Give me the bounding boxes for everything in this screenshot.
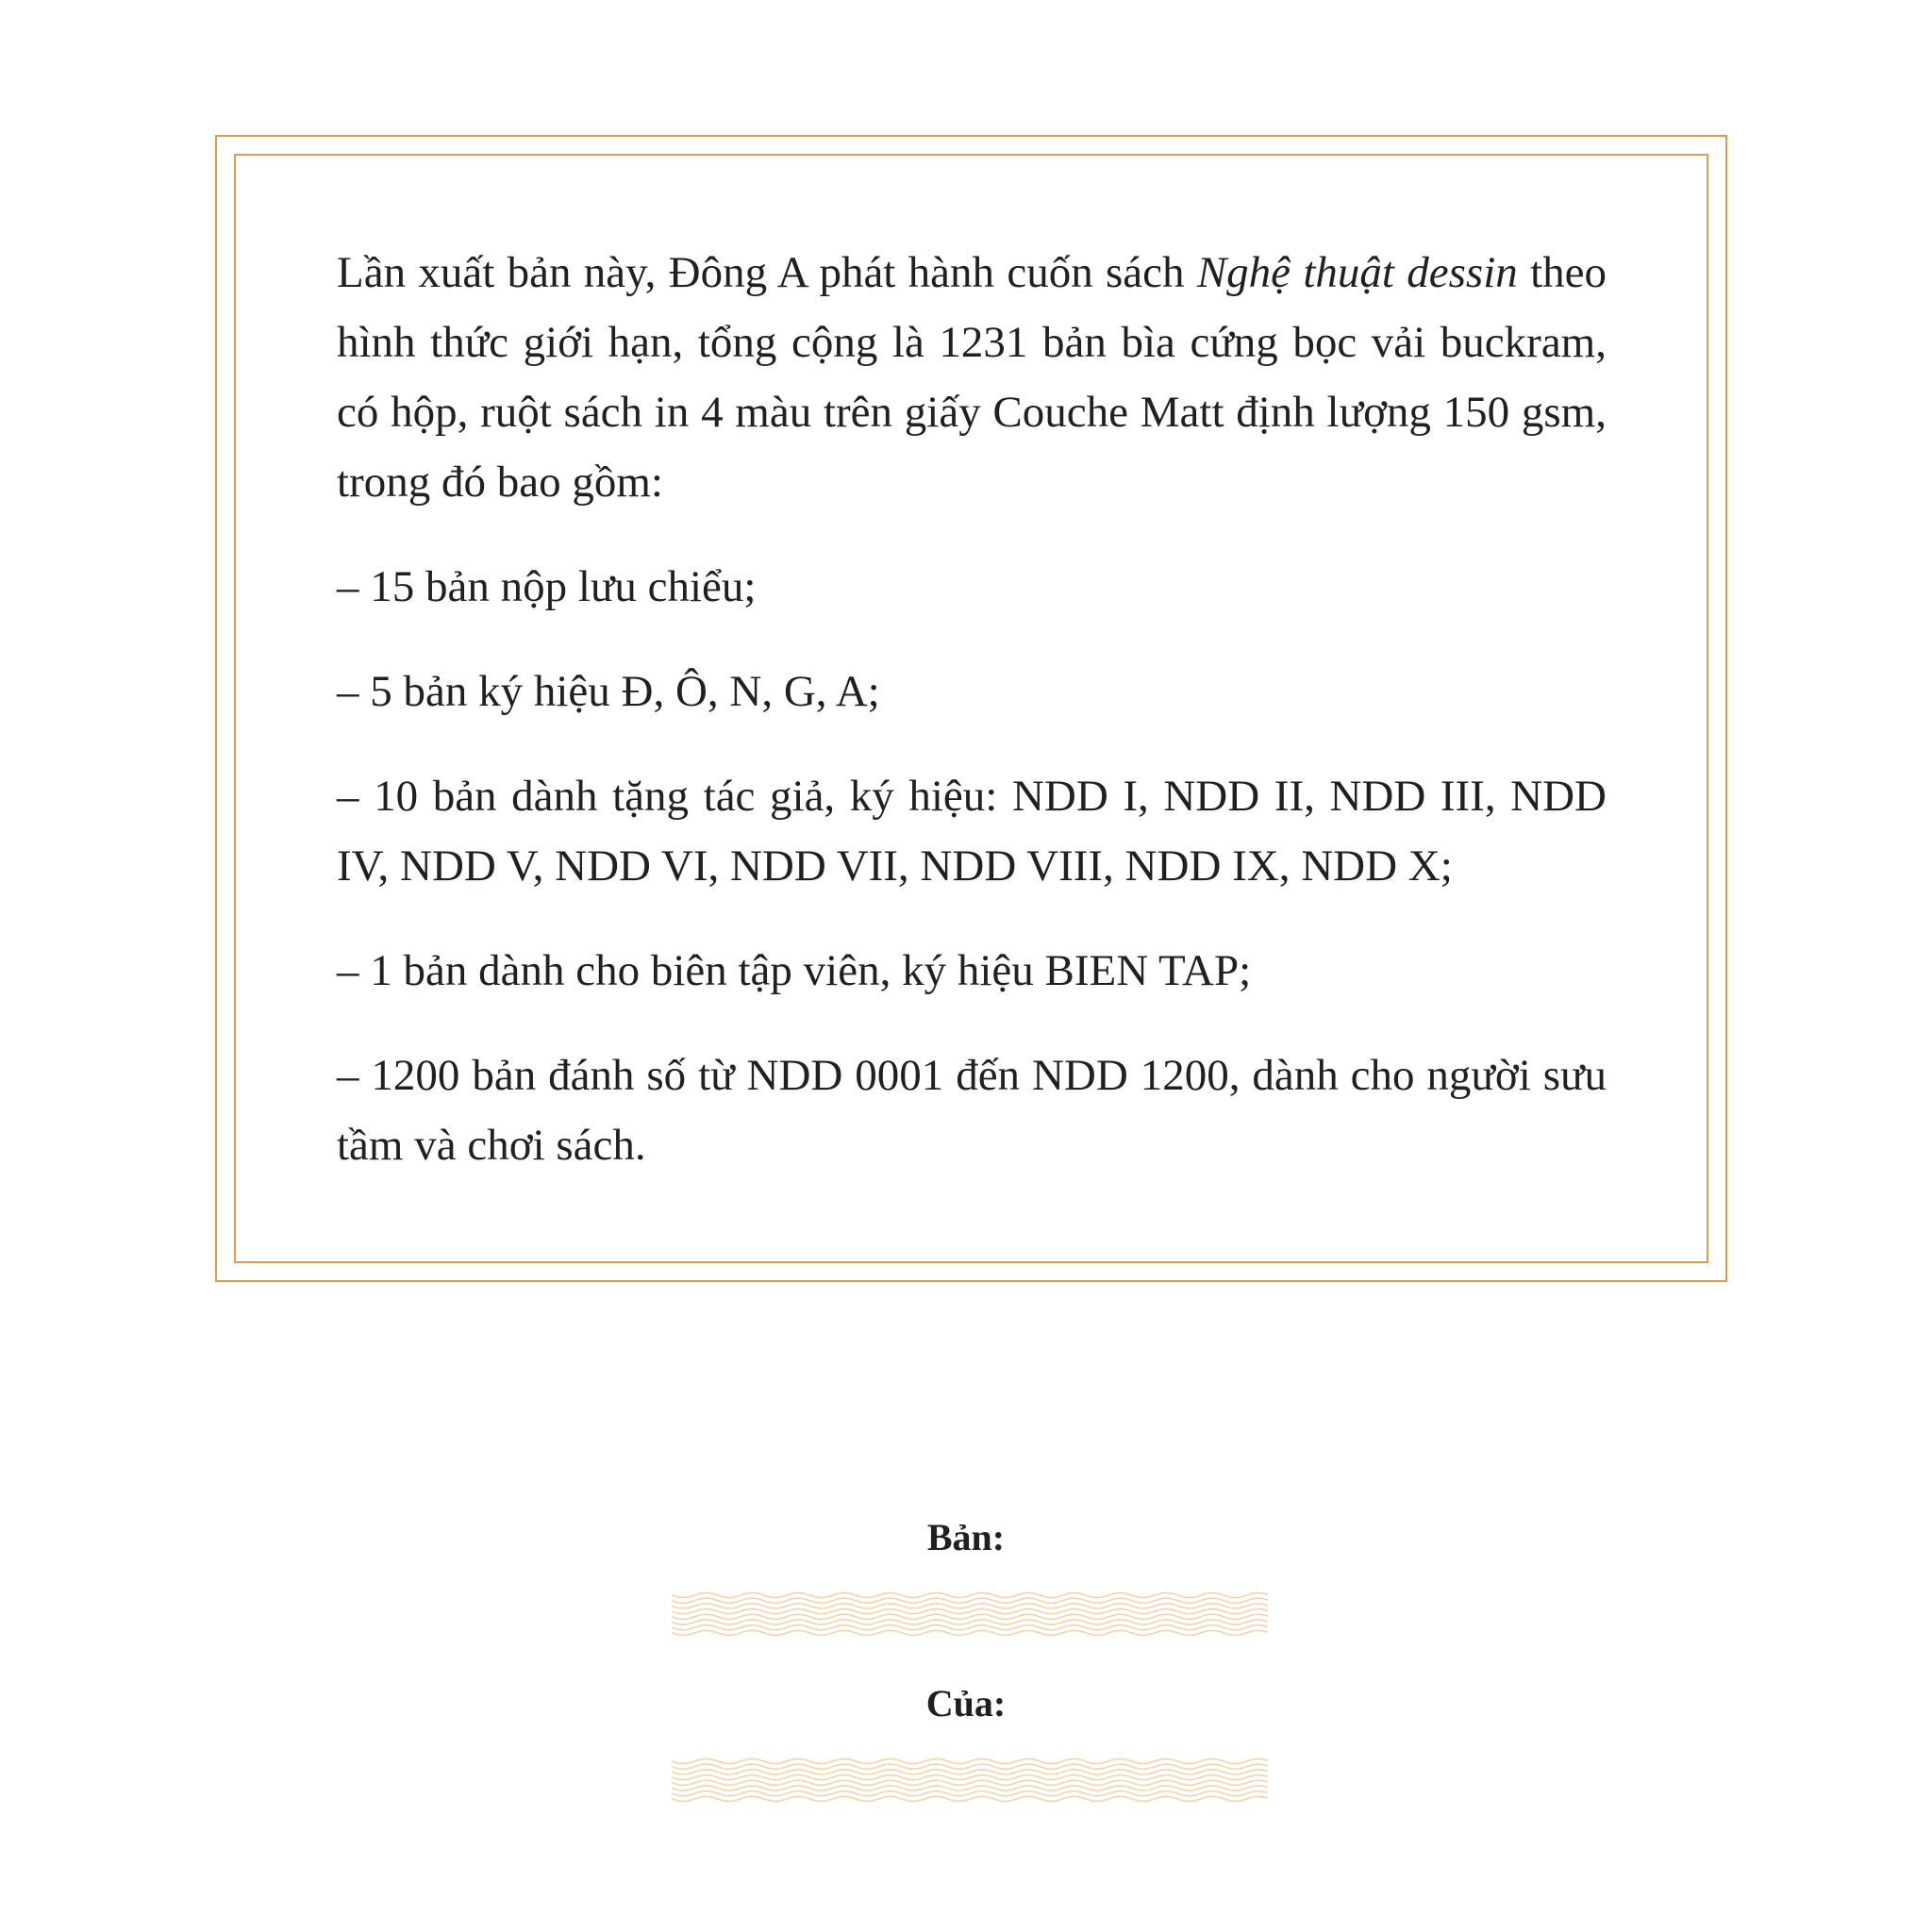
list-item: – 15 bản nộp lưu chiểu;	[337, 562, 757, 611]
wave-line	[672, 1609, 1268, 1614]
wave-line	[672, 1758, 1268, 1763]
intro-paragraph	[337, 238, 1607, 517]
wave-line	[672, 1791, 1268, 1796]
copy-number-label: Bản:	[926, 1516, 1006, 1558]
wave-line	[672, 1796, 1268, 1801]
wave-line	[672, 1764, 1268, 1769]
list-item: – 5 bản ký hiệu Đ, Ô, N, G, A;	[337, 667, 880, 716]
wave-line	[672, 1780, 1268, 1785]
wave-line	[672, 1614, 1268, 1619]
wave-line	[672, 1620, 1268, 1624]
wave-line	[672, 1775, 1268, 1780]
owner-label: Của:	[925, 1682, 1007, 1724]
list-item: – 1 bản dành cho biên tập viên, ký hiệu BIEN TAP;	[337, 946, 1252, 995]
intro-text-end: theo hình thức giới hạn, tổng cộng là 1231 bản bìa cứng bọc vải buckram, có hộp, ruột sách in 4 màu trên giấy Couche Matt định lượng 150 gsm, trong đó bao gồm:	[337, 248, 1607, 507]
wave-line	[672, 1598, 1268, 1603]
wave-line	[672, 1625, 1268, 1630]
wave-line	[672, 1630, 1268, 1635]
list-item: – 1200 bản đánh số từ NDD 0001 đến NDD 1200, dành cho người sưu tầm và chơi sách.	[337, 1051, 1607, 1170]
intro-text-start: Lần xuất bản này, Đông A phát hành cuốn sách	[337, 248, 1197, 297]
limited-edition-notice	[337, 238, 1607, 1215]
wave-line	[672, 1786, 1268, 1790]
list-item: – 10 bản dành tặng tác giả, ký hiệu: NDD I, NDD II, NDD III, NDD IV, NDD V, NDD VI, NDD VII, NDD VIII, NDD IX, NDD X;	[337, 772, 1607, 891]
wave-line	[672, 1604, 1268, 1608]
copy-number-wave-field	[672, 1591, 1270, 1638]
wave-line	[672, 1770, 1268, 1774]
owner-wave-field	[672, 1757, 1270, 1804]
book-title: Nghệ thuật dessin	[1196, 248, 1518, 297]
wave-line	[672, 1592, 1268, 1597]
